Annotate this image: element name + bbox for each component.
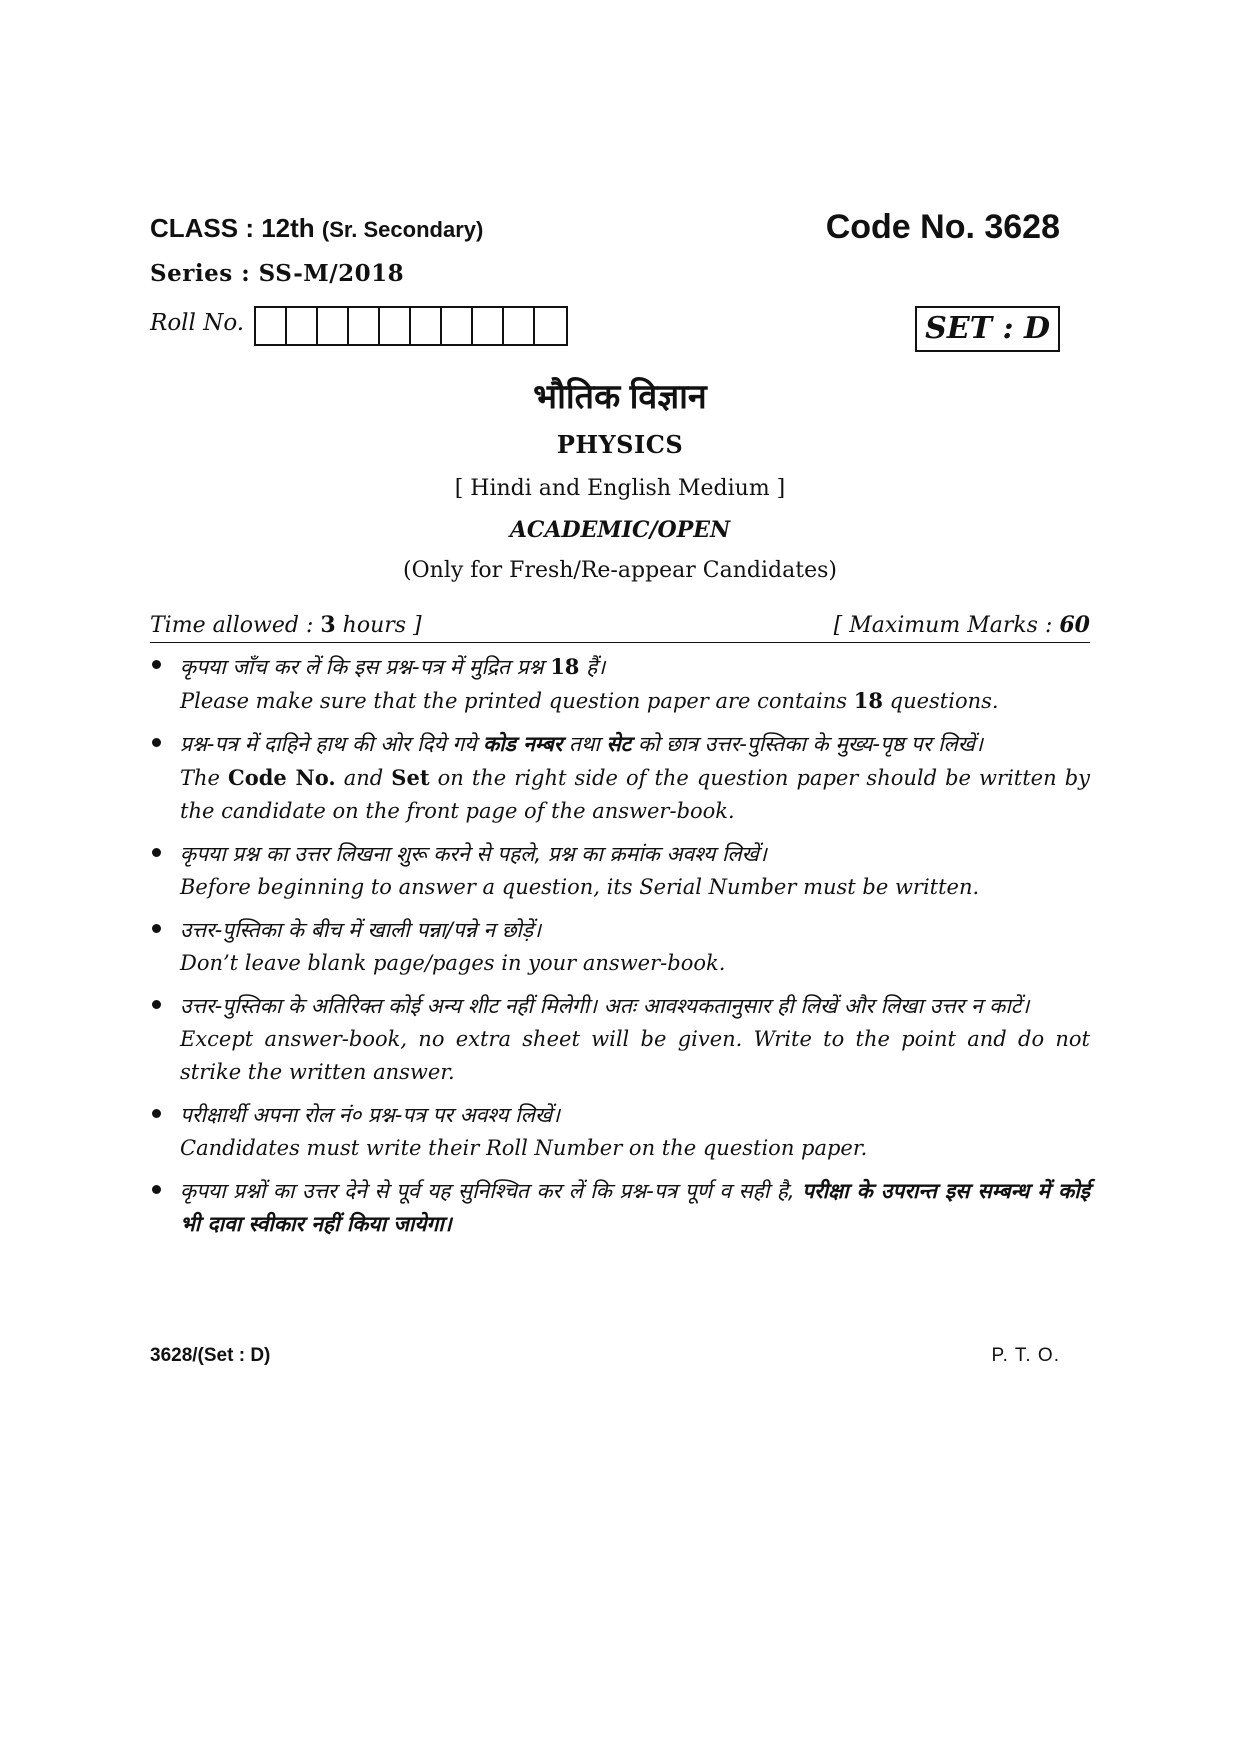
medium-note: [ Hindi and English Medium ] [454,476,786,501]
instruction-english: Please make sure that the printed question paper are contains 18 questions. [180,688,999,713]
set-label: SET : D [915,306,1060,352]
instruction-english: Candidates must write their Roll Number on the question paper. [180,1136,868,1160]
class-sub: (Sr. Secondary) [321,217,484,242]
roll-digit-box[interactable] [256,308,287,344]
instruction-hindi: कृपया प्रश्न का उत्तर लिखना शुरू करने से पहले, प्रश्न का क्रमांक अवश्य लिखें। [180,842,767,866]
bullet-icon [152,660,161,669]
instruction-item [150,650,1090,718]
maximum-marks: [ Maximum Marks : 60 [833,612,1090,638]
code-number: Code No. 3628 [825,208,1060,246]
time-allowed: Time allowed : 3 hours ] [150,612,422,638]
candidates-note: (Only for Fresh/Re-appear Candidates) [403,558,837,583]
english-title: PHYSICS [556,430,684,459]
roll-digit-box[interactable] [318,308,349,344]
bullet-icon [152,924,161,933]
bullet-icon [152,848,161,857]
instruction-item [150,838,1090,904]
instruction-hindi: कृपया जाँच कर लें कि इस प्रश्न-पत्र में मुद्रित प्रश्न 18 हैं। [180,654,606,679]
bullet-icon [152,1109,161,1118]
instructions-list [150,650,1090,1251]
instruction-hindi: कृपया प्रश्नों का उत्तर देने से पूर्व यह सुनिश्चित कर लें कि प्रश्न-पत्र पूर्ण व सही है, परीक्षा के उपरान्त इस सम्बन्ध में कोई भी दावा स्वीकार नहीं किया जायेगा। [180,1179,1090,1236]
roll-digit-box[interactable] [411,308,442,344]
roll-digit-box[interactable] [287,308,318,344]
instruction-item [150,990,1090,1089]
roll-number-boxes[interactable] [254,306,568,346]
roll-digit-box[interactable] [473,308,504,344]
series-line: Series : SS-M/2018 [150,260,405,287]
instruction-english: The Code No. and Set on the right side of the question paper should be written by the candidate on the front page of the answer-book. [180,765,1090,823]
divider-rule [150,642,1090,643]
instruction-item [150,914,1090,980]
bullet-icon [152,1000,161,1009]
instruction-english: Except answer-book, no extra sheet will be given. Write to the point and do not strike the written answer. [180,1027,1090,1084]
roll-digit-box[interactable] [535,308,566,344]
instruction-item [150,1175,1090,1241]
academic-label: ACADEMIC/OPEN [509,517,731,543]
roll-number-label: Roll No. [150,310,245,336]
question-paper-page [150,0,1090,1755]
time-marks-row [150,612,1090,638]
instruction-hindi: प्रश्न-पत्र में दाहिने हाथ की ओर दिये गये कोड नम्बर तथा सेट को छात्र उत्तर-पुस्तिका के मुख्य-पृष्ठ पर लिखें। [180,732,983,756]
instruction-hindi: उत्तर-पुस्तिका के अतिरिक्त कोई अन्य शीट नहीं मिलेगी। अतः आवश्यकतानुसार ही लिखें और लिखा उत्तर न काटें। [180,994,1030,1018]
instruction-hindi: परीक्षार्थी अपना रोल नं० प्रश्न-पत्र पर अवश्य लिखें। [180,1103,560,1127]
instruction-english: Before beginning to answer a question, its Serial Number must be written. [180,875,980,899]
instruction-item [150,728,1090,828]
roll-digit-box[interactable] [349,308,380,344]
footer-pto: P. T. O. [991,1345,1060,1366]
roll-digit-box[interactable] [380,308,411,344]
hindi-title: भौतिक विज्ञान [533,378,707,416]
instruction-hindi: उत्तर-पुस्तिका के बीच में खाली पन्ना/पन्ने न छोड़ें। [180,918,542,942]
roll-digit-box[interactable] [504,308,535,344]
instruction-english: Don’t leave blank page/pages in your answer-book. [180,951,726,975]
footer-code: 3628/(Set : D) [150,1345,271,1366]
bullet-icon [152,738,161,747]
bullet-icon [152,1185,161,1194]
class-label: CLASS : 12th [150,213,315,243]
instruction-item [150,1099,1090,1165]
roll-digit-box[interactable] [442,308,473,344]
